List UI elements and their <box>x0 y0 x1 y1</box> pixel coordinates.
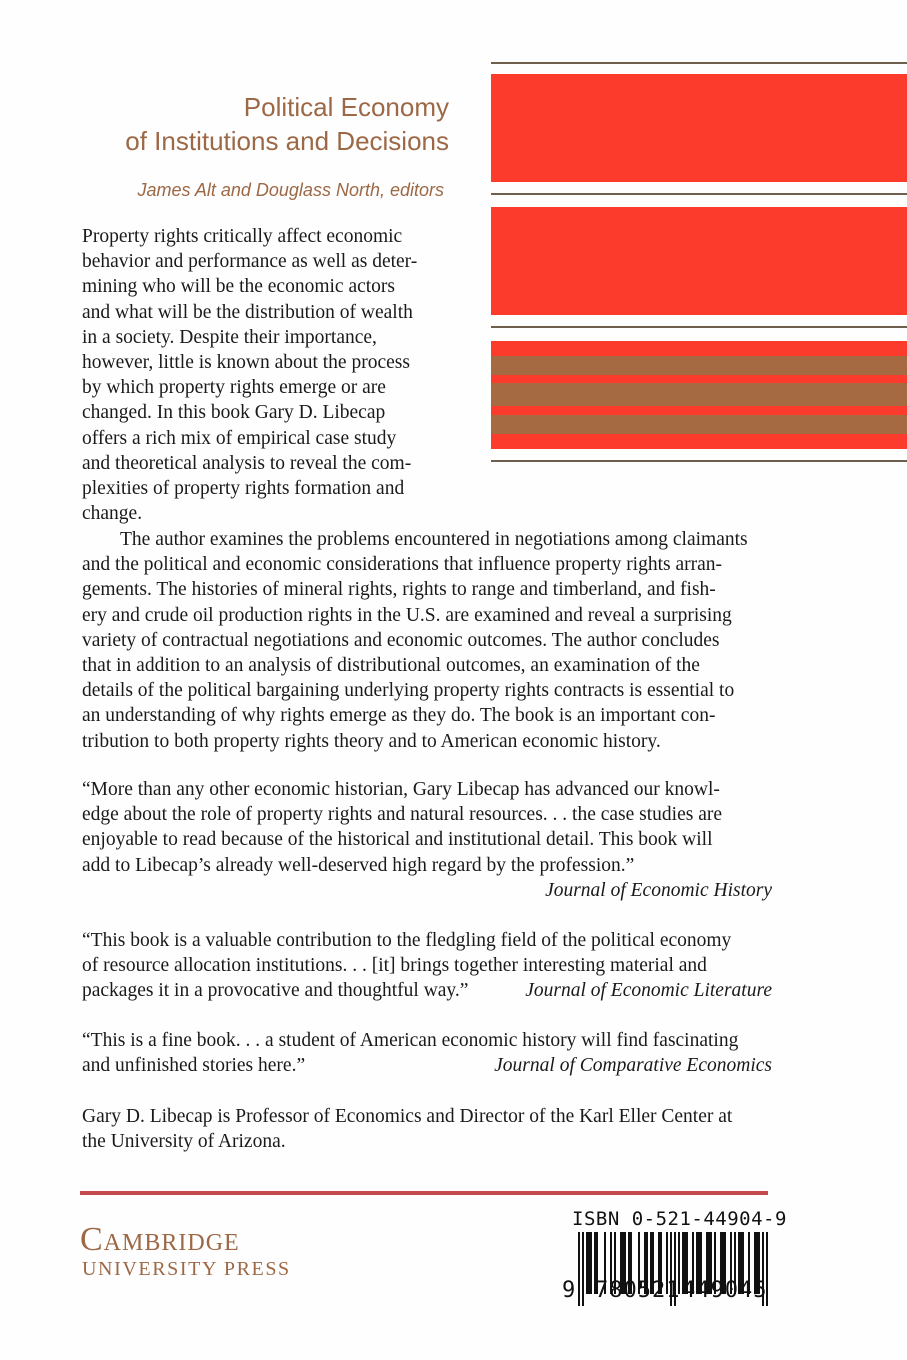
text-line: variety of contractual negotiations and economic outcomes. The author concludes <box>82 629 720 651</box>
text-line: however, little is known about the process <box>82 352 410 374</box>
text-line: gements. The histories of mineral rights, rights to range and timberland, and fish- <box>82 579 716 601</box>
bio-line: Gary D. Libecap is Professor of Economics and Director of the Karl Eller Center at <box>82 1106 733 1127</box>
red-block <box>491 74 907 182</box>
text-line: Property rights critically affect economic <box>82 226 403 247</box>
text-line: enjoyable to read because of the historical and institutional detail. This book will <box>82 829 713 851</box>
barcode-prefix-digit: 9 <box>562 1278 576 1303</box>
text-line: changed. In this book Gary D. Libecap <box>82 402 386 424</box>
text-line: plexities of property rights formation and <box>82 478 405 500</box>
text-line: and theoretical analysis to reveal the com- <box>82 452 412 474</box>
striped-block <box>491 341 907 449</box>
review-line: “This is a fine book. . . a student of American economic history will find fascinating <box>82 1030 739 1051</box>
text-line: edge about the role of property rights and natural resources. . . the case studies are <box>82 804 723 826</box>
review-line-with-source <box>82 1053 772 1078</box>
stripe-rule <box>491 326 907 328</box>
brown-band <box>491 415 907 434</box>
text-line: “More than any other economic historian, Gary Libecap has advanced our knowl- <box>82 779 720 800</box>
barcode-bar <box>588 1232 590 1294</box>
isbn-label: ISBN 0-521-44904-9 <box>572 1208 787 1230</box>
review-quote <box>82 1028 772 1078</box>
series-editors: James Alt and Douglass North, editors <box>137 180 444 200</box>
review-source: Journal of Economic History <box>545 879 772 901</box>
brown-band <box>491 383 907 406</box>
text-line: that in addition to an analysis of distributional outcomes, an examination of the <box>82 655 700 677</box>
barcode-bar <box>578 1232 580 1306</box>
author-bio <box>82 1104 772 1154</box>
review-source: Journal of Economic Literature <box>525 980 772 1002</box>
stripe-rule <box>491 62 907 64</box>
barcode-digits-left: 780521 <box>595 1278 681 1303</box>
publisher-name: Cambridge <box>80 1221 240 1258</box>
text-line: in a society. Despite their importance, <box>82 326 377 348</box>
text-line: by which property rights emerge or are <box>82 377 386 399</box>
text-line: tribution to both property rights theory and to American economic history. <box>82 730 661 752</box>
review-line-with-source <box>82 978 772 1003</box>
review-line: of resource allocation institutions. . . [it] brings together interesting material and <box>82 955 707 977</box>
barcode-digits-right: 449045 <box>682 1278 768 1303</box>
description-paragraph-2 <box>82 527 772 754</box>
barcode-bar <box>586 1232 588 1294</box>
divider-rule <box>80 1191 768 1195</box>
review-quote <box>82 928 772 1004</box>
text-line: add to Libecap’s already well-deserved high regard by the profession.” <box>82 854 635 876</box>
publisher-subtitle: UNIVERSITY PRESS <box>82 1258 291 1280</box>
text-line: and the political and economic considerations that influence property rights arran- <box>82 554 723 576</box>
stripe-rule <box>491 193 907 195</box>
text-line: an understanding of why rights emerge as they do. The book is an important con- <box>82 705 716 727</box>
text-line: mining who will be the economic actors <box>82 276 396 298</box>
text-line: and what will be the distribution of wealth <box>82 301 413 323</box>
text-line: change. <box>82 503 143 525</box>
stripe-rule <box>491 460 907 462</box>
series-title-line2: of Institutions and Decisions <box>125 126 449 156</box>
text-line: The author examines the problems encountered in negotiations among claimants <box>120 529 748 550</box>
text-line: ery and crude oil production rights in the U.S. are examined and reveal a surprising <box>82 604 732 626</box>
text-line: details of the political bargaining underlying property rights contracts is essential to <box>82 680 735 702</box>
bio-line: the University of Arizona. <box>82 1131 286 1153</box>
series-title-line1: Political Economy <box>243 92 449 122</box>
series-title <box>125 90 449 158</box>
review-line: packages it in a provocative and thoughtful way.” <box>82 980 469 1002</box>
barcode-bar <box>590 1232 592 1294</box>
review-quote <box>82 777 772 903</box>
description-paragraph-1 <box>82 224 427 526</box>
review-source: Journal of Comparative Economics <box>494 1055 772 1077</box>
decorative-stripes <box>491 0 907 470</box>
brown-band <box>491 356 907 375</box>
red-block <box>491 207 907 315</box>
review-line: and unfinished stories here.” <box>82 1055 306 1077</box>
text-line: behavior and performance as well as deter- <box>82 251 418 273</box>
text-line: offers a rich mix of empirical case study <box>82 427 397 449</box>
review-line: “This book is a valuable contribution to the fledgling field of the political economy <box>82 930 732 951</box>
barcode-bar <box>582 1232 584 1306</box>
